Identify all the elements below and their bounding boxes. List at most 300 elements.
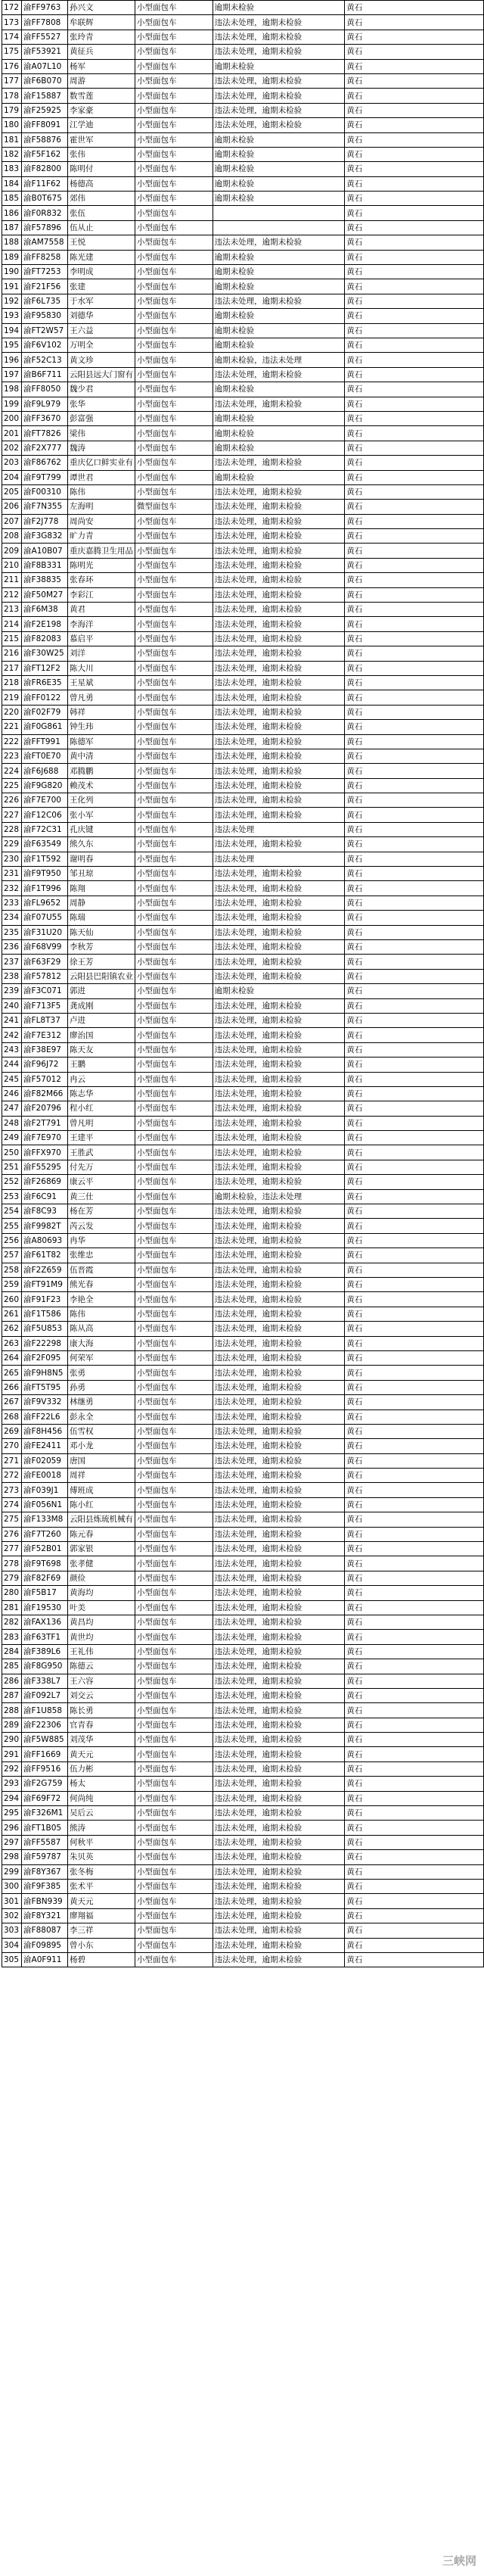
owner-name-cell: 王礼伟 — [68, 1644, 135, 1659]
region-cell: 黄石 — [345, 1718, 484, 1732]
plate-number-cell: 渝FFX970 — [22, 1145, 68, 1160]
violation-status-cell: 违法未处理，逾期未检验 — [213, 661, 345, 675]
plate-number-cell: 渝F2G759 — [22, 1777, 68, 1791]
owner-name-cell: 刘交云 — [68, 1688, 135, 1702]
table-row — [2, 1175, 484, 1189]
owner-name-cell: 曾小东 — [68, 1938, 135, 1952]
region-cell: 黄石 — [345, 426, 484, 441]
owner-name-cell: 邓腾鹏 — [68, 764, 135, 778]
table-row — [2, 1777, 484, 1791]
violation-status-cell: 违法未处理，逾期未检验 — [213, 1072, 345, 1086]
vehicle-type-cell: 小型面包车 — [135, 309, 213, 323]
table-row — [2, 1908, 484, 1923]
plate-number-cell: 渝F1T586 — [22, 1307, 68, 1321]
region-cell: 黄石 — [345, 1248, 484, 1263]
table-row — [2, 1116, 484, 1130]
region-cell: 黄石 — [345, 661, 484, 675]
row-index-cell: 252 — [2, 1175, 22, 1189]
plate-number-cell: 渝F8Y367 — [22, 1864, 68, 1879]
vehicle-type-cell: 小型面包车 — [135, 1424, 213, 1438]
vehicle-type-cell: 小型面包车 — [135, 1336, 213, 1350]
region-cell: 黄石 — [345, 118, 484, 132]
table-row — [2, 1864, 484, 1879]
table-row — [2, 911, 484, 925]
violation-status-cell: 违法未处理，逾期未检验 — [213, 235, 345, 250]
row-index-cell: 298 — [2, 1850, 22, 1864]
plate-number-cell: 渝F056N1 — [22, 1497, 68, 1512]
table-row — [2, 822, 484, 836]
row-index-cell: 248 — [2, 1116, 22, 1130]
region-cell: 黄石 — [345, 1821, 484, 1835]
violation-status-cell: 违法未处理，逾期未检验 — [213, 764, 345, 778]
row-index-cell: 299 — [2, 1864, 22, 1879]
plate-number-cell: 渝FF1669 — [22, 1747, 68, 1761]
vehicle-type-cell: 小型面包车 — [135, 30, 213, 44]
row-index-cell: 196 — [2, 353, 22, 367]
owner-name-cell: 数雪莲 — [68, 89, 135, 103]
row-index-cell: 190 — [2, 265, 22, 279]
plate-number-cell: 渝FF5527 — [22, 30, 68, 44]
owner-name-cell: 谢明春 — [68, 852, 135, 866]
table-row — [2, 1497, 484, 1512]
row-index-cell: 289 — [2, 1718, 22, 1732]
row-index-cell: 283 — [2, 1630, 22, 1644]
owner-name-cell: 徐王芳 — [68, 955, 135, 969]
plate-number-cell: 渝F1T996 — [22, 881, 68, 896]
violation-status-cell: 逾期未检验 — [213, 147, 345, 161]
region-cell: 黄石 — [345, 955, 484, 969]
vehicle-type-cell: 小型面包车 — [135, 881, 213, 896]
table-row — [2, 969, 484, 983]
violation-status-cell — [213, 220, 345, 235]
violation-status-cell: 违法未处理，逾期未检验 — [213, 1483, 345, 1497]
vehicle-type-cell: 小型面包车 — [135, 558, 213, 572]
owner-name-cell: 张冬梅 — [68, 1864, 135, 1879]
plate-number-cell: 渝B6F711 — [22, 367, 68, 382]
owner-name-cell: 王鹏 — [68, 1057, 135, 1072]
region-cell: 黄石 — [345, 544, 484, 558]
vehicle-type-cell: 小型面包车 — [135, 1013, 213, 1027]
row-index-cell: 230 — [2, 852, 22, 866]
table-row — [2, 1263, 484, 1277]
vehicle-type-cell: 小型面包车 — [135, 1204, 213, 1219]
vehicle-type-cell: 小型面包车 — [135, 1674, 213, 1688]
plate-number-cell: 渝FT2W57 — [22, 323, 68, 338]
vehicle-type-cell: 小型面包车 — [135, 1761, 213, 1776]
violation-status-cell: 违法未处理，逾期未检验 — [213, 705, 345, 719]
owner-name-cell: 陈伟 — [68, 1307, 135, 1321]
table-row — [2, 397, 484, 411]
violation-status-cell: 违法未处理，逾期未检验 — [213, 1116, 345, 1130]
plate-number-cell: 渝F9T698 — [22, 1556, 68, 1571]
owner-name-cell: 李明成 — [68, 265, 135, 279]
region-cell: 黄石 — [345, 911, 484, 925]
table-row — [2, 426, 484, 441]
table-row — [2, 1322, 484, 1336]
region-cell: 黄石 — [345, 998, 484, 1013]
owner-name-cell: 李海洋 — [68, 617, 135, 631]
plate-number-cell: 渝F72C31 — [22, 822, 68, 836]
region-cell: 黄石 — [345, 1101, 484, 1116]
plate-number-cell: 渝F96J72 — [22, 1057, 68, 1072]
table-row — [2, 1013, 484, 1027]
violation-status-cell: 违法未处理，逾期未检验 — [213, 1409, 345, 1424]
violation-status-cell: 违法未处理，逾期未检验 — [213, 690, 345, 705]
violation-status-cell: 违法未处理，逾期未检验 — [213, 500, 345, 514]
owner-name-cell: 孔庆键 — [68, 822, 135, 836]
row-index-cell: 263 — [2, 1336, 22, 1350]
row-index-cell: 246 — [2, 1086, 22, 1101]
owner-name-cell: 卢进 — [68, 1013, 135, 1027]
owner-name-cell: 刘洋 — [68, 646, 135, 661]
region-cell: 黄石 — [345, 15, 484, 30]
plate-number-cell: 渝F82F69 — [22, 1571, 68, 1585]
table-row — [2, 1600, 484, 1615]
region-cell: 黄石 — [345, 1028, 484, 1042]
row-index-cell: 281 — [2, 1600, 22, 1615]
table-row — [2, 514, 484, 528]
vehicle-type-cell: 小型面包车 — [135, 1894, 213, 1908]
plate-number-cell: 渝F86762 — [22, 456, 68, 470]
plate-number-cell: 渝FR6E35 — [22, 675, 68, 690]
table-row — [2, 1821, 484, 1835]
row-index-cell: 223 — [2, 749, 22, 763]
owner-name-cell: 熊久东 — [68, 837, 135, 852]
owner-name-cell: 张勇 — [68, 1366, 135, 1380]
table-row — [2, 1042, 484, 1057]
vehicle-type-cell: 小型面包车 — [135, 441, 213, 455]
vehicle-type-cell: 小型面包车 — [135, 896, 213, 910]
violation-status-cell: 违法未处理，逾期未检验 — [213, 1527, 345, 1541]
table-row — [2, 220, 484, 235]
table-row — [2, 1571, 484, 1585]
vehicle-type-cell: 小型面包车 — [135, 514, 213, 528]
owner-name-cell: 陈志华 — [68, 1086, 135, 1101]
row-index-cell: 228 — [2, 822, 22, 836]
violation-status-cell: 违法未处理，逾期未检验 — [213, 1453, 345, 1468]
row-index-cell: 277 — [2, 1542, 22, 1556]
plate-number-cell: 渝F57812 — [22, 969, 68, 983]
violation-status-cell: 违法未处理，逾期未检验 — [213, 969, 345, 983]
violation-status-cell: 违法未处理，逾期未检验 — [213, 558, 345, 572]
row-index-cell: 189 — [2, 250, 22, 264]
owner-name-cell: 牟联辉 — [68, 15, 135, 30]
plate-number-cell: 渝F09895 — [22, 1938, 68, 1952]
owner-name-cell: 王六容 — [68, 1674, 135, 1688]
violation-status-cell: 逾期未检验 — [213, 250, 345, 264]
region-cell: 黄石 — [345, 1350, 484, 1365]
violation-status-cell: 违法未处理，逾期未检验 — [213, 778, 345, 793]
row-index-cell: 269 — [2, 1424, 22, 1438]
plate-number-cell: 渝F0G861 — [22, 720, 68, 734]
owner-name-cell: 旷力青 — [68, 529, 135, 544]
violation-status-cell: 违法未处理，逾期未检验 — [213, 896, 345, 910]
owner-name-cell: 孙兴文 — [68, 1, 135, 15]
vehicle-type-cell: 小型面包车 — [135, 1777, 213, 1791]
region-cell: 黄石 — [345, 720, 484, 734]
table-row — [2, 1835, 484, 1849]
table-row — [2, 441, 484, 455]
region-cell: 黄石 — [345, 147, 484, 161]
table-row — [2, 867, 484, 881]
owner-name-cell: 陈天友 — [68, 1042, 135, 1057]
owner-name-cell: 李艳全 — [68, 1292, 135, 1307]
violation-status-cell: 逾期未检验，违法未处理 — [213, 1189, 345, 1204]
table-row — [2, 59, 484, 73]
region-cell: 黄石 — [345, 59, 484, 73]
vehicle-type-cell: 小型面包车 — [135, 1028, 213, 1042]
vehicle-type-cell: 小型面包车 — [135, 1086, 213, 1101]
vehicle-type-cell: 小型面包车 — [135, 1952, 213, 1967]
vehicle-type-cell: 小型面包车 — [135, 1659, 213, 1674]
table-row — [2, 1615, 484, 1629]
vehicle-type-cell: 小型面包车 — [135, 1395, 213, 1409]
vehicle-type-cell: 小型面包车 — [135, 1791, 213, 1805]
vehicle-type-cell: 小型面包车 — [135, 1733, 213, 1747]
row-index-cell: 255 — [2, 1219, 22, 1233]
row-index-cell: 272 — [2, 1469, 22, 1483]
vehicle-type-cell: 小型面包车 — [135, 1350, 213, 1365]
table-row — [2, 940, 484, 955]
vehicle-type-cell: 小型面包车 — [135, 617, 213, 631]
region-cell: 黄石 — [345, 867, 484, 881]
owner-name-cell: 杨太 — [68, 1777, 135, 1791]
plate-number-cell: 渝A80693 — [22, 1233, 68, 1248]
vehicle-type-cell: 小型面包车 — [135, 484, 213, 499]
plate-number-cell: 渝FFT991 — [22, 734, 68, 749]
vehicle-type-cell: 小型面包车 — [135, 603, 213, 617]
violation-status-cell: 违法未处理，逾期未检验 — [213, 1086, 345, 1101]
owner-name-cell: 重庆嘉腾卫生用品 — [68, 544, 135, 558]
violation-status-cell: 违法未处理，逾期未检验 — [213, 1908, 345, 1923]
violation-status-cell: 逾期未检验 — [213, 411, 345, 425]
vehicle-type-cell: 小型面包车 — [135, 382, 213, 397]
plate-number-cell: 渝F19530 — [22, 1600, 68, 1615]
violation-status-cell: 违法未处理，逾期未检验 — [213, 118, 345, 132]
violation-status-cell: 违法未处理，逾期未检验 — [213, 294, 345, 308]
row-index-cell: 219 — [2, 690, 22, 705]
plate-number-cell: 渝F02F79 — [22, 705, 68, 719]
region-cell: 黄石 — [345, 837, 484, 852]
row-index-cell: 179 — [2, 103, 22, 117]
region-cell: 黄石 — [345, 984, 484, 998]
owner-name-cell: 张春环 — [68, 573, 135, 587]
table-row — [2, 279, 484, 294]
owner-name-cell: 云阳县炼琉机械有 — [68, 1512, 135, 1527]
plate-number-cell: 渝F68V99 — [22, 940, 68, 955]
owner-name-cell: 梁伟 — [68, 426, 135, 441]
region-cell: 黄石 — [345, 382, 484, 397]
violation-status-cell: 违法未处理，逾期未检验 — [213, 1835, 345, 1849]
row-index-cell: 247 — [2, 1101, 22, 1116]
violation-status-cell: 违法未处理，逾期未检验 — [213, 720, 345, 734]
row-index-cell: 234 — [2, 911, 22, 925]
region-cell: 黄石 — [345, 1072, 484, 1086]
plate-number-cell: 渝FT0E70 — [22, 749, 68, 763]
owner-name-cell: 王悦 — [68, 235, 135, 250]
row-index-cell: 294 — [2, 1791, 22, 1805]
table-row — [2, 1336, 484, 1350]
region-cell: 黄石 — [345, 220, 484, 235]
row-index-cell: 254 — [2, 1204, 22, 1219]
plate-number-cell: 渝F5U853 — [22, 1322, 68, 1336]
region-cell: 黄石 — [345, 969, 484, 983]
table-row — [2, 192, 484, 206]
row-index-cell: 202 — [2, 441, 22, 455]
region-cell: 黄石 — [345, 1336, 484, 1350]
region-cell: 黄石 — [345, 675, 484, 690]
table-row — [2, 1586, 484, 1600]
violation-status-cell: 违法未处理，逾期未检验 — [213, 587, 345, 602]
plate-number-cell: 渝F57896 — [22, 220, 68, 235]
region-cell: 黄石 — [345, 500, 484, 514]
table-row — [2, 1850, 484, 1864]
row-index-cell: 191 — [2, 279, 22, 294]
violation-status-cell: 逾期未检验，违法未处理 — [213, 353, 345, 367]
vehicle-type-cell: 小型面包车 — [135, 294, 213, 308]
vehicle-type-cell: 小型面包车 — [135, 118, 213, 132]
table-row — [2, 881, 484, 896]
owner-name-cell: 于水军 — [68, 294, 135, 308]
violation-status-cell: 违法未处理，逾期未检验 — [213, 397, 345, 411]
row-index-cell: 280 — [2, 1586, 22, 1600]
row-index-cell: 240 — [2, 998, 22, 1013]
row-index-cell: 227 — [2, 808, 22, 822]
region-cell: 黄石 — [345, 925, 484, 939]
plate-number-cell: 渝F2E198 — [22, 617, 68, 631]
table-row — [2, 1703, 484, 1718]
plate-number-cell: 渝F0R832 — [22, 206, 68, 220]
plate-number-cell: 渝F88087 — [22, 1923, 68, 1938]
table-row — [2, 1028, 484, 1042]
region-cell: 黄石 — [345, 573, 484, 587]
vehicle-type-cell: 小型面包车 — [135, 235, 213, 250]
table-row — [2, 103, 484, 117]
vehicle-type-cell: 小型面包车 — [135, 426, 213, 441]
violation-status-cell: 逾期未检验 — [213, 132, 345, 147]
table-row — [2, 1630, 484, 1644]
owner-name-cell: 黄文珍 — [68, 353, 135, 367]
plate-number-cell: 渝FL8T37 — [22, 1013, 68, 1027]
row-index-cell: 205 — [2, 484, 22, 499]
table-row — [2, 734, 484, 749]
violation-status-cell: 违法未处理 — [213, 852, 345, 866]
row-index-cell: 236 — [2, 940, 22, 955]
violation-status-cell: 违法未处理，逾期未检验 — [213, 1571, 345, 1585]
plate-number-cell: 渝AM7558 — [22, 235, 68, 250]
vehicle-type-cell: 小型面包车 — [135, 220, 213, 235]
vehicle-type-cell: 小型面包车 — [135, 955, 213, 969]
plate-number-cell: 渝F9982T — [22, 1219, 68, 1233]
region-cell: 黄石 — [345, 73, 484, 88]
table-row — [2, 1439, 484, 1453]
region-cell: 黄石 — [345, 1747, 484, 1761]
vehicle-type-cell: 小型面包车 — [135, 837, 213, 852]
owner-name-cell: 陈明光 — [68, 558, 135, 572]
vehicle-type-cell: 小型面包车 — [135, 45, 213, 59]
vehicle-table — [2, 0, 484, 1967]
table-row — [2, 925, 484, 939]
region-cell: 黄石 — [345, 250, 484, 264]
owner-name-cell: 傅班成 — [68, 1483, 135, 1497]
region-cell: 黄石 — [345, 1556, 484, 1571]
vehicle-table-body — [2, 1, 484, 1967]
owner-name-cell: 黄君 — [68, 603, 135, 617]
region-cell: 黄石 — [345, 1512, 484, 1527]
row-index-cell: 186 — [2, 206, 22, 220]
vehicle-type-cell: 小型面包车 — [135, 822, 213, 836]
violation-status-cell: 逾期未检验 — [213, 59, 345, 73]
row-index-cell: 206 — [2, 500, 22, 514]
region-cell: 黄石 — [345, 441, 484, 455]
owner-name-cell: 霍世军 — [68, 132, 135, 147]
table-row — [2, 1072, 484, 1086]
table-row — [2, 470, 484, 484]
owner-name-cell: 王化列 — [68, 793, 135, 808]
row-index-cell: 174 — [2, 30, 22, 44]
row-index-cell: 218 — [2, 675, 22, 690]
region-cell: 黄石 — [345, 617, 484, 631]
owner-name-cell: 郊伟 — [68, 192, 135, 206]
table-row — [2, 118, 484, 132]
table-row — [2, 30, 484, 44]
table-row — [2, 529, 484, 544]
vehicle-type-cell: 小型面包车 — [135, 1145, 213, 1160]
table-row — [2, 1, 484, 15]
row-index-cell: 253 — [2, 1189, 22, 1204]
violation-status-cell: 违法未处理，逾期未检验 — [213, 1674, 345, 1688]
table-row — [2, 1204, 484, 1219]
owner-name-cell: 李家豪 — [68, 103, 135, 117]
region-cell: 黄石 — [345, 852, 484, 866]
region-cell: 黄石 — [345, 470, 484, 484]
violation-status-cell: 违法未处理，逾期未检验 — [213, 103, 345, 117]
table-row — [2, 484, 484, 499]
violation-status-cell: 违法未处理，逾期未检验 — [213, 1938, 345, 1952]
row-index-cell: 233 — [2, 896, 22, 910]
plate-number-cell: 渝F2T791 — [22, 1116, 68, 1130]
plate-number-cell: 渝F6L735 — [22, 294, 68, 308]
plate-number-cell: 渝F6J688 — [22, 764, 68, 778]
owner-name-cell: 张维忠 — [68, 1248, 135, 1263]
table-row — [2, 162, 484, 176]
table-row — [2, 323, 484, 338]
plate-number-cell: 渝FF9516 — [22, 1761, 68, 1776]
violation-status-cell: 违法未处理 — [213, 822, 345, 836]
row-index-cell: 192 — [2, 294, 22, 308]
table-row — [2, 15, 484, 30]
vehicle-type-cell: 小型面包车 — [135, 808, 213, 822]
region-cell: 黄石 — [345, 1380, 484, 1394]
region-cell: 黄石 — [345, 1527, 484, 1541]
plate-number-cell: 渝F7E700 — [22, 793, 68, 808]
row-index-cell: 183 — [2, 162, 22, 176]
owner-name-cell: 吴后云 — [68, 1806, 135, 1821]
owner-name-cell: 陈瑞 — [68, 911, 135, 925]
plate-number-cell: 渝F38E97 — [22, 1042, 68, 1057]
table-row — [2, 1292, 484, 1307]
row-index-cell: 291 — [2, 1747, 22, 1761]
owner-name-cell: 赖茂术 — [68, 778, 135, 793]
table-row — [2, 544, 484, 558]
region-cell: 黄石 — [345, 1277, 484, 1291]
owner-name-cell: 陈明付 — [68, 162, 135, 176]
row-index-cell: 305 — [2, 1952, 22, 1967]
table-row — [2, 1733, 484, 1747]
region-cell: 黄石 — [345, 1189, 484, 1204]
region-cell: 黄石 — [345, 690, 484, 705]
owner-name-cell: 彭永全 — [68, 1409, 135, 1424]
